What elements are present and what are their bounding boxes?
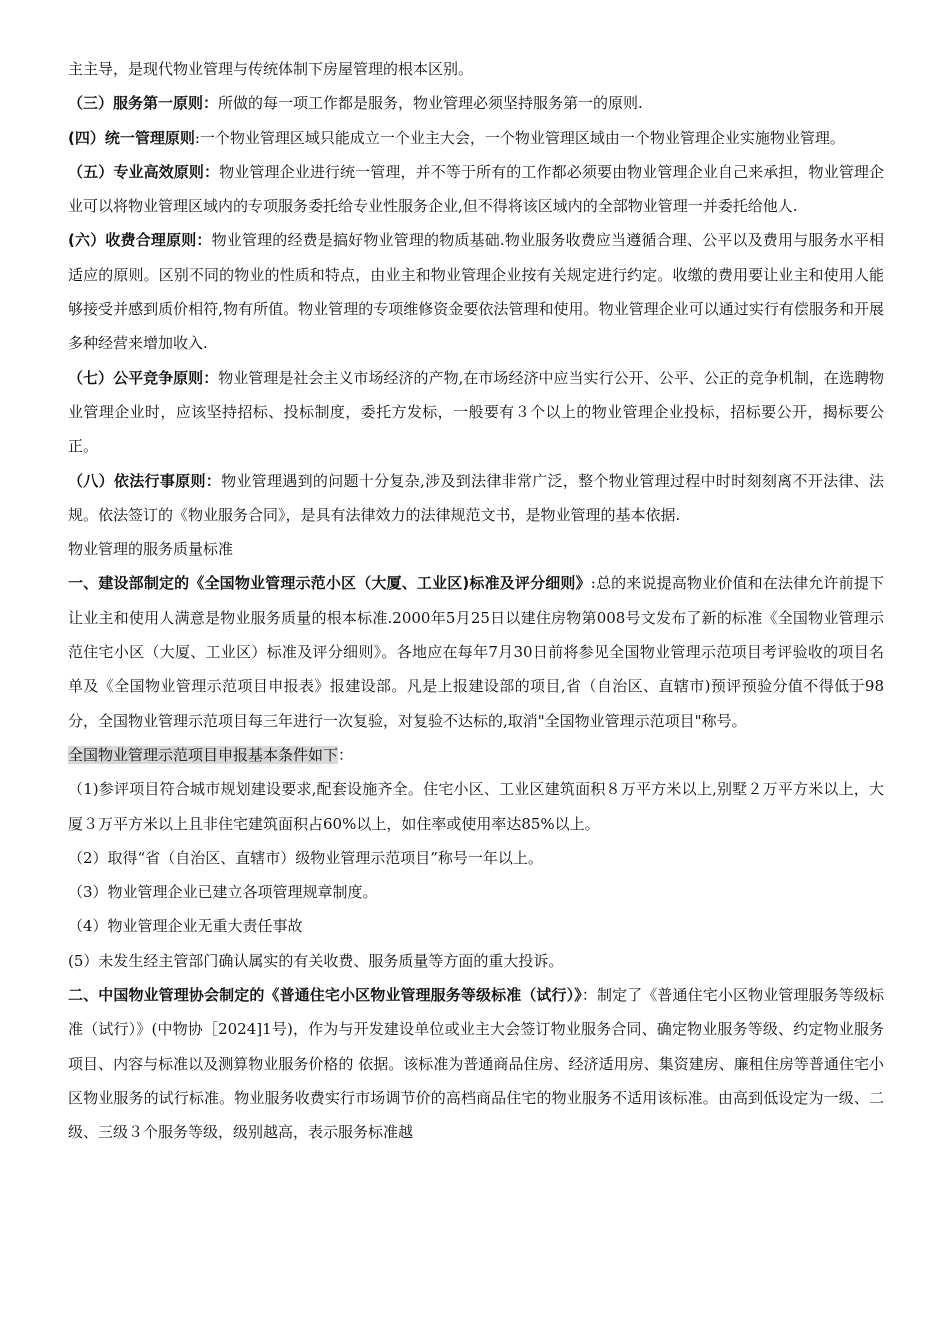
- principle-5: [68, 155, 884, 224]
- principle-4-text: :一个物业管理区域只能成立一个业主大会，一个物业管理区域由一个物业管理企业实施物业管理。: [194, 128, 845, 147]
- principle-3: [68, 86, 884, 120]
- condition-1: （1)参评项目符合城市规划建设要求,配套设施齐全。住宅小区、工业区建筑面积８万平方米以上,别墅２万平方米以上，大厦３万平方米以上且非住宅建筑面积占60%以上，如住率或使用率达85%以上。: [68, 780, 884, 833]
- document-page: [68, 52, 884, 1150]
- standard-1-heading: 一、建设部制定的《全国物业管理示范小区（大厦、工业区)标准及评分细则》: [68, 574, 591, 593]
- principle-4-heading: (四）统一管理原则: [68, 128, 195, 147]
- conditions-heading-colon: ：: [338, 745, 354, 764]
- principle-7: [68, 361, 884, 464]
- conditions-heading: [68, 738, 884, 772]
- standard-2: [68, 978, 884, 1149]
- condition-2: （2）取得“省（自治区、直辖市）级物业管理示范项目”称号一年以上。: [68, 848, 543, 867]
- standard-2-text: ：制定了《普通住宅小区物业管理服务等级标准（试行）》(中物协［2024]1号)，作为与开发建设单位或业主大会签订物业服务合同、确定物业服务等级、约定物业服务项目、内容与标准以及测算物业服务价格的 依据。该标准为普通商品住房、经济适用房、集资建房、廉租住房等普通住宅小区物业服务的试行标准。物业服务收费实行市场调节价的高档商品住宅的物业服务不适用该标准。由高到低设定为一级、二级、三级３个服务等级，级别越高，表示服务标准越: [68, 986, 884, 1142]
- principle-6-text: 物业管理的经费是搞好物业管理的物质基础.物业服务收费应当遵循合理、公平以及费用与服务水平相适应的原则。区别不同的物业的性质和特点，由业主和物业管理企业按有关规定进行约定。收缴的费用要让业主和使用人能够接受并感到质价相符,物有所值。物业管理的专项维修资金要依法管理和使用。物业管理企业可以通过实行有偿服务和开展多种经营来增加收入.: [68, 231, 884, 353]
- principle-4: [68, 121, 884, 155]
- principle-8-text: 物业管理遇到的问题十分复杂,涉及到法律非常广泛，整个物业管理过程中时时刻刻离不开法律、法规。依法签订的《物业服务合同》，是具有法律效力的法律规范文书，是物业管理的基本依据.: [68, 471, 884, 524]
- paragraph-0: 主主导，是现代物业管理与传统体制下房屋管理的根本区别。: [68, 60, 474, 78]
- section-title: 物业管理的服务质量标准: [68, 540, 234, 559]
- principle-8: [68, 464, 884, 533]
- principle-6-heading: (六）收费合理原则：: [68, 231, 212, 250]
- condition-4: （4）物业管理企业无重大责任事故: [68, 917, 303, 936]
- principle-5-text: 物业管理企业进行统一管理，并不等于所有的工作都必须要由物业管理企业自己来承担，物业管理企业可以将物业管理区域内的专项服务委托给专业性服务企业,但不得将该区域内的全部物业管理一并委托给他人.: [68, 162, 884, 216]
- principle-7-heading: （七）公平竞争原则：: [68, 368, 219, 387]
- principle-3-text: 所做的每一项工作都是服务，物业管理必须坚持服务第一的原则.: [218, 94, 643, 113]
- conditions-heading-highlight: 全国物业管理示范项目申报基本条件如下: [68, 745, 339, 764]
- principle-8-heading: （八）依法行事原则：: [68, 471, 222, 490]
- principle-7-text: 物业管理是社会主义市场经济的产物,在市场经济中应当实行公开、公平、公正的竞争机制，在选聘物业管理企业时，应该坚持招标、投标制度，委托方发标，一般要有３个以上的物业管理企业投标，招标要公开，揭标要公正。: [68, 368, 884, 456]
- standard-2-heading: 二、中国物业管理协会制定的《普通住宅小区物业管理服务等级标准（试行）》: [68, 986, 582, 1005]
- principle-5-heading: （五）专业高效原则：: [68, 162, 220, 181]
- standard-1: [68, 566, 884, 737]
- standard-1-text: :总的来说提高物业价值和在法律允许前提下让业主和使用人满意是物业服务质量的根本标准.2000年5月25日以建住房物第008号文发布了新的标准《全国物业管理示范住宅小区（大厦、工业区）标准及评分细则》。各地应在每年7月30日前将参见全国物业管理示范项目考评验收的项目名单及《全国物业管理示范项目申报表》报建设部。凡是上报建设部的项目,省（自治区、直辖市)预评预验分值不得低于98分，全国物业管理示范项目每三年进行一次复验，对复验不达标的,取消"全国物业管理示范项目"称号。: [68, 574, 885, 730]
- principle-3-heading: （三）服务第一原则：: [68, 94, 219, 113]
- condition-5: (5）未发生经主管部门确认属实的有关收费、服务质量等方面的重大投诉。: [68, 951, 564, 970]
- condition-3: （3）物业管理企业已建立各项管理规章制度。: [68, 883, 378, 902]
- principle-6: [68, 223, 884, 360]
